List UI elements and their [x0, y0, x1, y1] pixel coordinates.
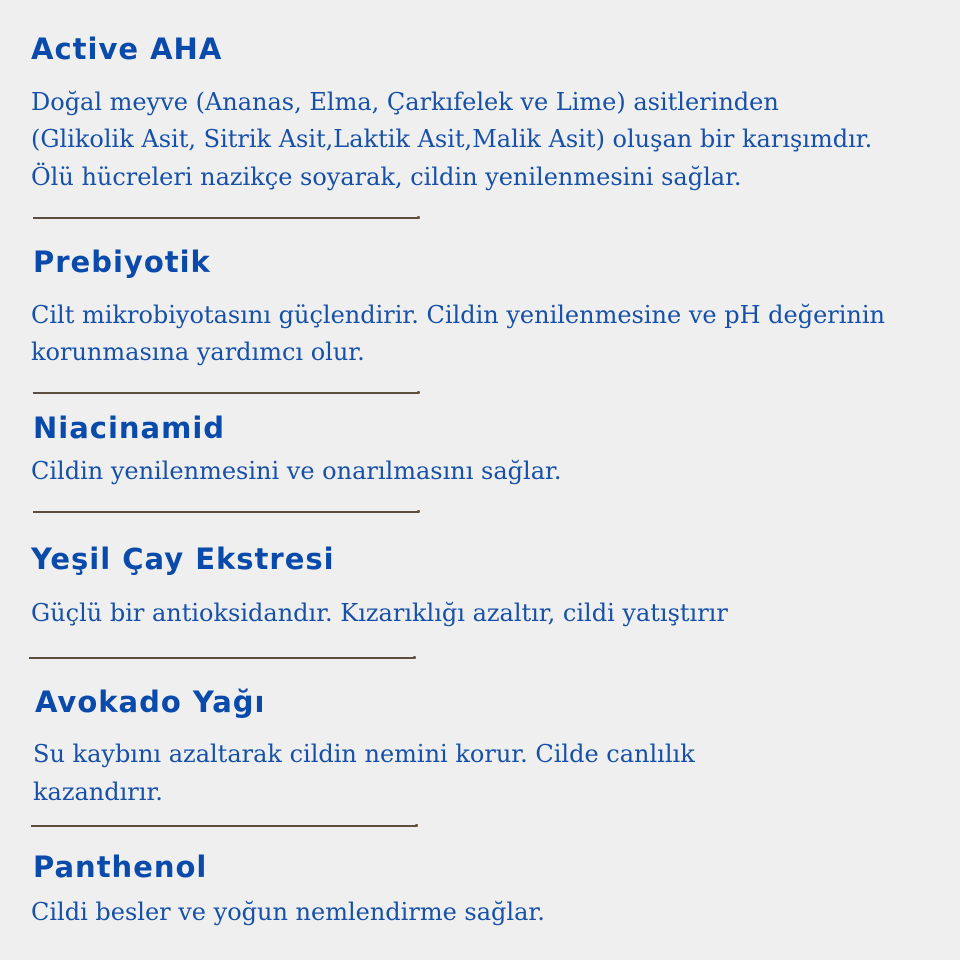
section-text-yesil-cay-line-1: Güçlü bir antioksidandır. Kızarıklığı azaltır, cildi yatıştırır: [31, 599, 728, 627]
divider-4: [29, 657, 414, 659]
section-title-yesil-cay-ekstresi: Yeşil Çay Ekstresi: [31, 542, 335, 576]
section-text-niacinamid-line-1: Cildin yenilenmesini ve onarılmasını sağlar.: [31, 457, 562, 485]
section-text-active-aha-line-2: (Glikolik Asit, Sitrik Asit,Laktik Asit,Malik Asit) oluşan bir karışımdır.: [31, 125, 873, 153]
section-text-avokado-line-1: Su kaybını azaltarak cildin nemini korur. Cilde canlılık: [33, 740, 695, 768]
section-text-panthenol-line-1: Cildi besler ve yoğun nemlendirme sağlar.: [31, 898, 545, 926]
section-text-active-aha-line-1: Doğal meyve (Ananas, Elma, Çarkıfelek ve Lime) asitlerinden: [31, 88, 779, 116]
divider-1: [33, 217, 418, 219]
section-title-avokado-yagi: Avokado Yağı: [35, 685, 266, 719]
section-text-prebiyotik-line-2: korunmasına yardımcı olur.: [31, 338, 365, 366]
section-text-prebiyotik-line-1: Cilt mikrobiyotasını güçlendirir. Cildin yenilenmesine ve pH değerinin: [31, 301, 886, 329]
section-title-prebiyotik: Prebiyotik: [33, 245, 211, 279]
section-title-niacinamid: Niacinamid: [33, 411, 226, 445]
section-title-panthenol: Panthenol: [33, 850, 208, 884]
section-title-active-aha: Active AHA: [31, 32, 223, 66]
section-text-avokado-line-2: kazandırır.: [33, 778, 163, 806]
divider-2: [33, 392, 418, 394]
divider-5: [31, 825, 416, 827]
divider-3: [33, 511, 418, 513]
section-text-active-aha-line-3: Ölü hücreleri nazikçe soyarak, cildin yenilenmesini sağlar.: [31, 163, 742, 191]
